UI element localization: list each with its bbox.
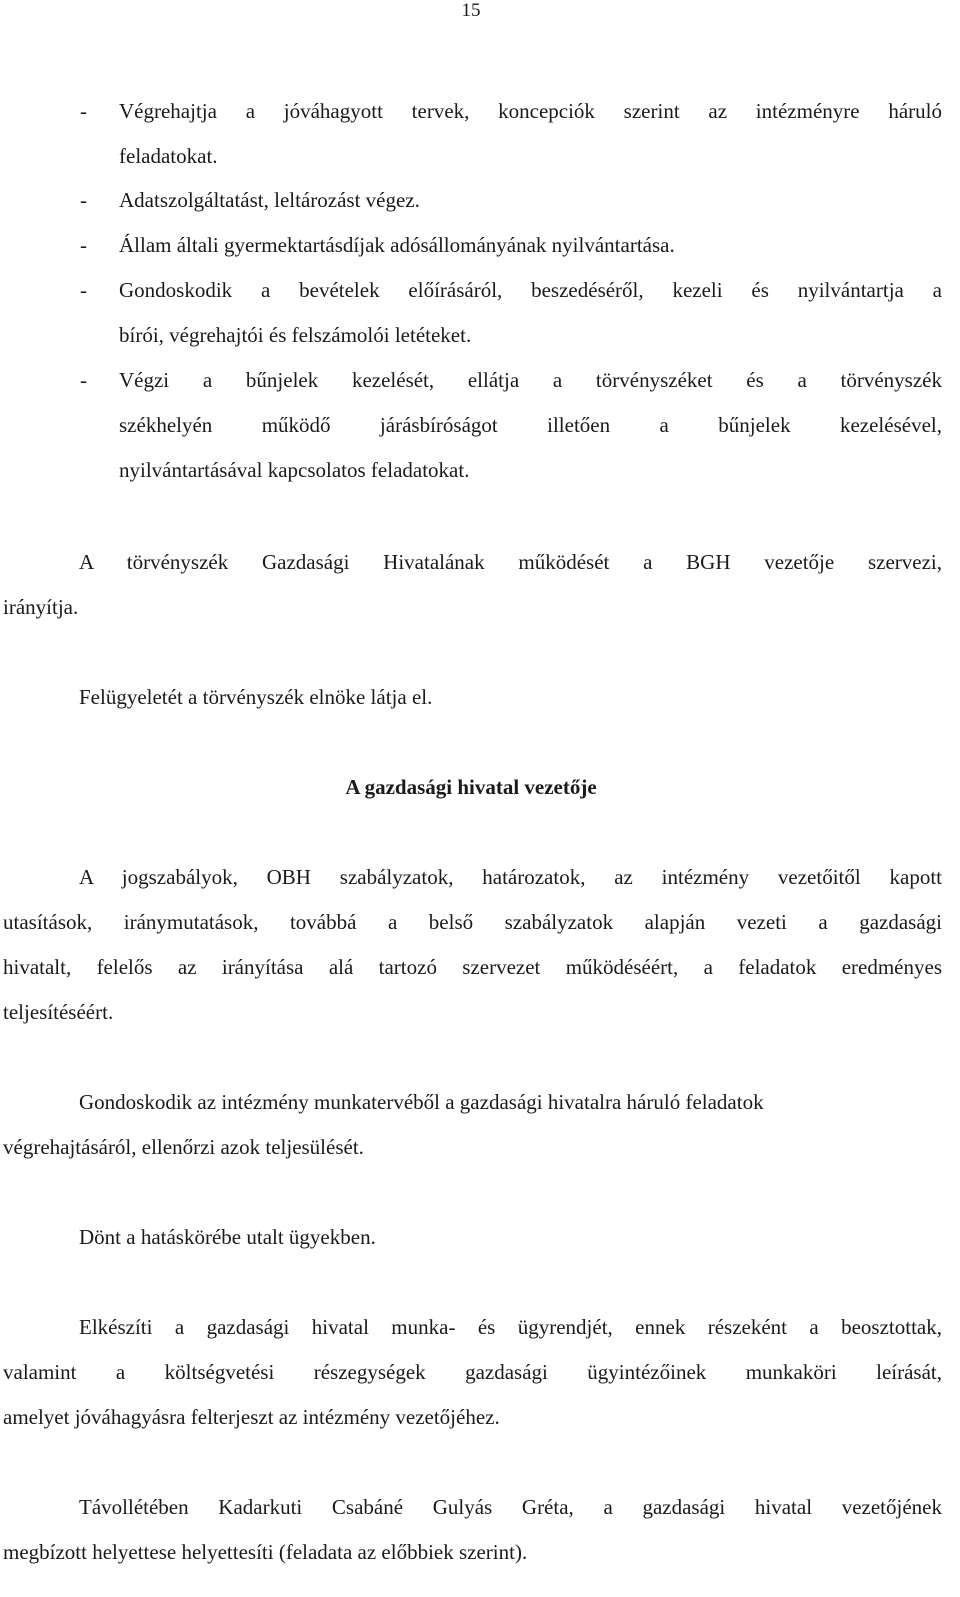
list-item-text [119, 223, 942, 268]
list-item-line: nyilvántartásával kapcsolatos feladatokat. [119, 458, 470, 482]
section-heading: A gazdasági hivatal vezetője [345, 775, 597, 799]
paragraph [3, 1485, 942, 1575]
list-item-line: Gondoskodik a bevételek előírásáról, beszedéséről, kezeli és nyilvántartja a [119, 278, 942, 302]
list-item-text [119, 358, 942, 493]
paragraph [3, 855, 942, 1035]
paragraph-line: utasítások, iránymutatások, továbbá a belső szabályzatok alapján vezeti a gazdasági [3, 910, 942, 934]
list-item-line: bírói, végrehajtói és felszámolói letéteket. [119, 323, 472, 347]
paragraph-line: teljesítéséért. [3, 1000, 114, 1024]
list-item-line: székhelyén működő járásbíróságot illetően a bűnjelek kezelésével, [119, 413, 942, 437]
paragraph-line: A törvényszék Gazdasági Hivatalának működését a BGH vezetője szervezi, [79, 550, 942, 574]
list-item-line: Végrehajtja a jóváhagyott tervek, koncepciók szerint az intézményre háruló [119, 99, 942, 123]
paragraph-line: Távollétében Kadarkuti Csabáné Gulyás Gréta, a gazdasági hivatal vezetőjének [79, 1495, 942, 1519]
list-dash: - [80, 278, 87, 302]
paragraph-line: hivatalt, felelős az irányítása alá tartozó szervezet működéséért, a feladatok eredményes [3, 955, 942, 979]
paragraph-line: valamint a költségvetési részegységek gazdasági ügyintézőinek munkaköri leírását, [3, 1360, 942, 1384]
list-item-text [119, 89, 942, 179]
paragraph-line: amelyet jóváhagyásra felterjeszt az intézmény vezetőjéhez. [3, 1405, 500, 1429]
paragraph-line: Elkészíti a gazdasági hivatal munka- és ügyrendjét, ennek részeként a beosztottak, [79, 1315, 942, 1339]
list-dash: - [80, 368, 87, 392]
paragraph [3, 540, 942, 630]
paragraph-line: megbízott helyettese helyettesíti (feladata az előbbiek szerint). [3, 1540, 528, 1564]
list-dash: - [80, 188, 87, 212]
list-item-text [119, 268, 942, 358]
list-item [80, 358, 942, 493]
paragraph [3, 1080, 942, 1170]
paragraph [79, 675, 432, 720]
paragraph [3, 1305, 942, 1440]
list-item-line: feladatokat. [119, 144, 218, 168]
list-item [80, 178, 942, 223]
list-item [80, 89, 942, 179]
paragraph [79, 1215, 376, 1260]
list-item-line: Állam általi gyermektartásdíjak adósállományának nyilvántartása. [119, 233, 675, 257]
paragraph-line: végrehajtásáról, ellenőrzi azok teljesülését. [3, 1135, 364, 1159]
paragraph-line: Gondoskodik az intézmény munkatervéből a gazdasági hivatalra háruló feladatok [79, 1090, 764, 1114]
page-number: 15 [461, 0, 481, 21]
list-item-line: Végzi a bűnjelek kezelését, ellátja a törvényszéket és a törvényszék [119, 368, 942, 392]
paragraph-line: A jogszabályok, OBH szabályzatok, határozatok, az intézmény vezetőitől kapott [79, 865, 942, 889]
paragraph-line: Felügyeletét a törvényszék elnöke látja el. [79, 685, 433, 709]
paragraph-line: Dönt a hatáskörébe utalt ügyekben. [79, 1225, 376, 1249]
list-item [80, 268, 942, 358]
list-dash: - [80, 99, 87, 123]
paragraph-line: irányítja. [3, 595, 79, 619]
list-item-text [119, 178, 942, 223]
list-item [80, 223, 942, 268]
list-dash: - [80, 233, 87, 257]
list-item-line: Adatszolgáltatást, leltározást végez. [119, 188, 420, 212]
